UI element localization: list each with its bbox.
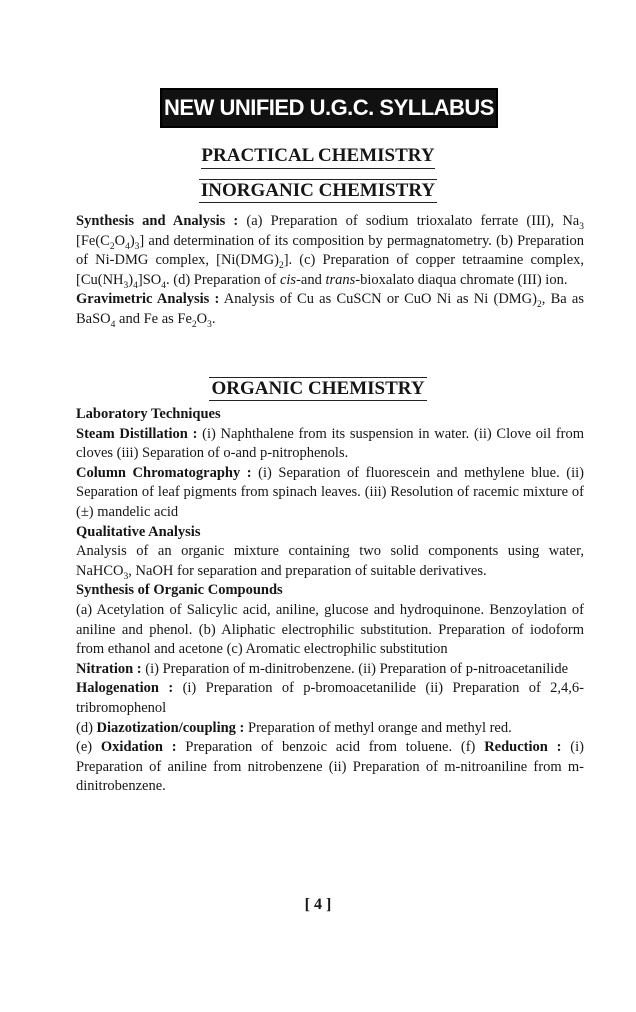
inorganic-heading-wrap (0, 179, 636, 203)
diazo-label: Diazotization/coupling : (96, 719, 245, 736)
gravimetric-label: Gravimetric Analysis : (76, 291, 220, 308)
synthesis-text-d2: -bioxalato diaqua chromate (III) ion. (355, 271, 568, 288)
steam-paragraph (76, 425, 584, 464)
synthesis-organic-heading: Synthesis of Organic Compounds (76, 582, 283, 599)
lab-techniques-heading: Laboratory Techniques (76, 406, 221, 422)
gravimetric-text4: O (196, 310, 208, 327)
page-number: [ 4 ] (304, 896, 332, 913)
synthesis-text-c3: ]SO (137, 271, 162, 288)
subscript: 2 (536, 300, 542, 311)
synthesis-text-c2: ) (128, 271, 134, 288)
synthesis-text-a5: ] and determination of its composition by permagnatometry. (b) Preparation of Ni-DMG complex, [Ni(DMG) (76, 232, 584, 269)
subscript: 3 (207, 319, 212, 330)
subscript: 3 (134, 241, 140, 252)
synthesis-text-a: (a) Preparation of sodium trioxalato ferrate (III), Na (238, 213, 580, 229)
organic-section (76, 405, 584, 797)
diazo-paragraph (76, 719, 584, 739)
gravimetric-text2: , Ba as BaSO (76, 291, 584, 327)
page-title (0, 145, 636, 169)
practical-chemistry-title: PRACTICAL CHEMISTRY (201, 145, 434, 169)
subscript: 3 (579, 221, 584, 232)
qual-text: Analysis of an organic mixture containing two solid components using water, NaHCO (76, 543, 584, 579)
synthesis-text-b2: ]. (c) Preparation of copper tetraamine complex, [Cu(NH (76, 252, 585, 288)
nitration-paragraph (76, 660, 584, 680)
column-text: (i) Separation of fluorescein and methylene blue. (ii) Separation of leaf pigments from spinach leaves. (iii) Resolution of racemic mixture of (±) mandelic acid (76, 464, 584, 520)
reduction-label: Reduction : (484, 739, 562, 756)
synthesis-text-and: -and (296, 271, 326, 288)
subscript: 2 (278, 261, 284, 272)
steam-text: (i) Naphthalene from its suspension in water. (ii) Clove oil from cloves (iii) Separation of o-and p-nitrophenols. (76, 425, 585, 462)
cis-italic: cis (279, 271, 297, 288)
halogenation-text: (i) Preparation of p-bromoacetanilide (ii) Preparation of 2,4,6-tribromophenol (76, 680, 584, 716)
halogenation-paragraph (76, 679, 584, 718)
subscript: 3 (123, 280, 129, 291)
organic-heading: ORGANIC CHEMISTRY (211, 378, 425, 399)
qualitative-paragraph (76, 542, 584, 581)
gravimetric-text5: . (211, 310, 216, 327)
reduction-text: (i) Preparation of aniline from nitrobenzene (ii) Preparation of m-nitroaniline from m-dinitrobenzene. (76, 739, 584, 795)
subscript: 4 (133, 280, 138, 291)
oxidation-text: Preparation of benzoic acid from toluene. (f) (176, 739, 485, 756)
diazo-prefix: (d) (76, 719, 97, 736)
column-label: Column Chromatography : (76, 464, 252, 481)
subscript: 4 (161, 280, 166, 291)
diazo-text: Preparation of methyl orange and methyl red. (244, 719, 512, 736)
subscript: 4 (125, 241, 130, 252)
synthesis-organic-paragraph: (a) Acetylation of Salicylic acid, aniline, glucose and hydroquinone. Benzoylation of aniline and phenol. (b) Aliphatic electrophilic substitution. Preparation of iodoform from ethanol and acetone (c) Aromatic electrophilic substitution (76, 601, 584, 658)
synthesis-text-a4: ) (129, 232, 135, 249)
synthesis-text-a3: O (114, 232, 126, 249)
subscript: 2 (191, 319, 197, 330)
synthesis-text-d: . (d) Preparation of (166, 271, 280, 288)
syllabus-banner: NEW UNIFIED U.G.C. SYLLABUS (160, 88, 498, 128)
nitration-label: Nitration : (76, 660, 142, 677)
inorganic-heading: INORGANIC CHEMISTRY (200, 180, 436, 201)
halogenation-label: Halogenation : (76, 680, 174, 697)
steam-label: Steam Distillation : (76, 425, 198, 442)
gravimetric-text3: and Fe as Fe (115, 310, 192, 327)
organic-heading-wrap (0, 377, 636, 401)
qualitative-heading: Qualitative Analysis (76, 523, 201, 540)
oxidation-label: Oxidation : (100, 739, 177, 756)
subscript: 4 (110, 319, 116, 330)
synthesis-text-a2: [Fe(C (76, 232, 110, 249)
column-paragraph (76, 464, 584, 523)
oxidation-paragraph (76, 738, 584, 797)
subscript: 2 (109, 241, 115, 252)
trans-italic: trans (325, 271, 356, 288)
gravimetric-paragraph (76, 290, 584, 329)
inorganic-section (76, 212, 584, 330)
qual-text2: , NaOH for separation and preparation of suitable derivatives. (128, 562, 487, 579)
subscript: 3 (123, 571, 129, 582)
synthesis-paragraph (76, 212, 584, 290)
nitration-text: (i) Preparation of m-dinitrobenzene. (ii) Preparation of p-nitroacetanilide (141, 660, 569, 677)
gravimetric-text: Analysis of Cu as CuSCN or CuO Ni as Ni (DMG) (219, 291, 537, 308)
synthesis-label: Synthesis and Analysis : (76, 213, 239, 229)
oxidation-prefix: (e) (76, 739, 101, 756)
